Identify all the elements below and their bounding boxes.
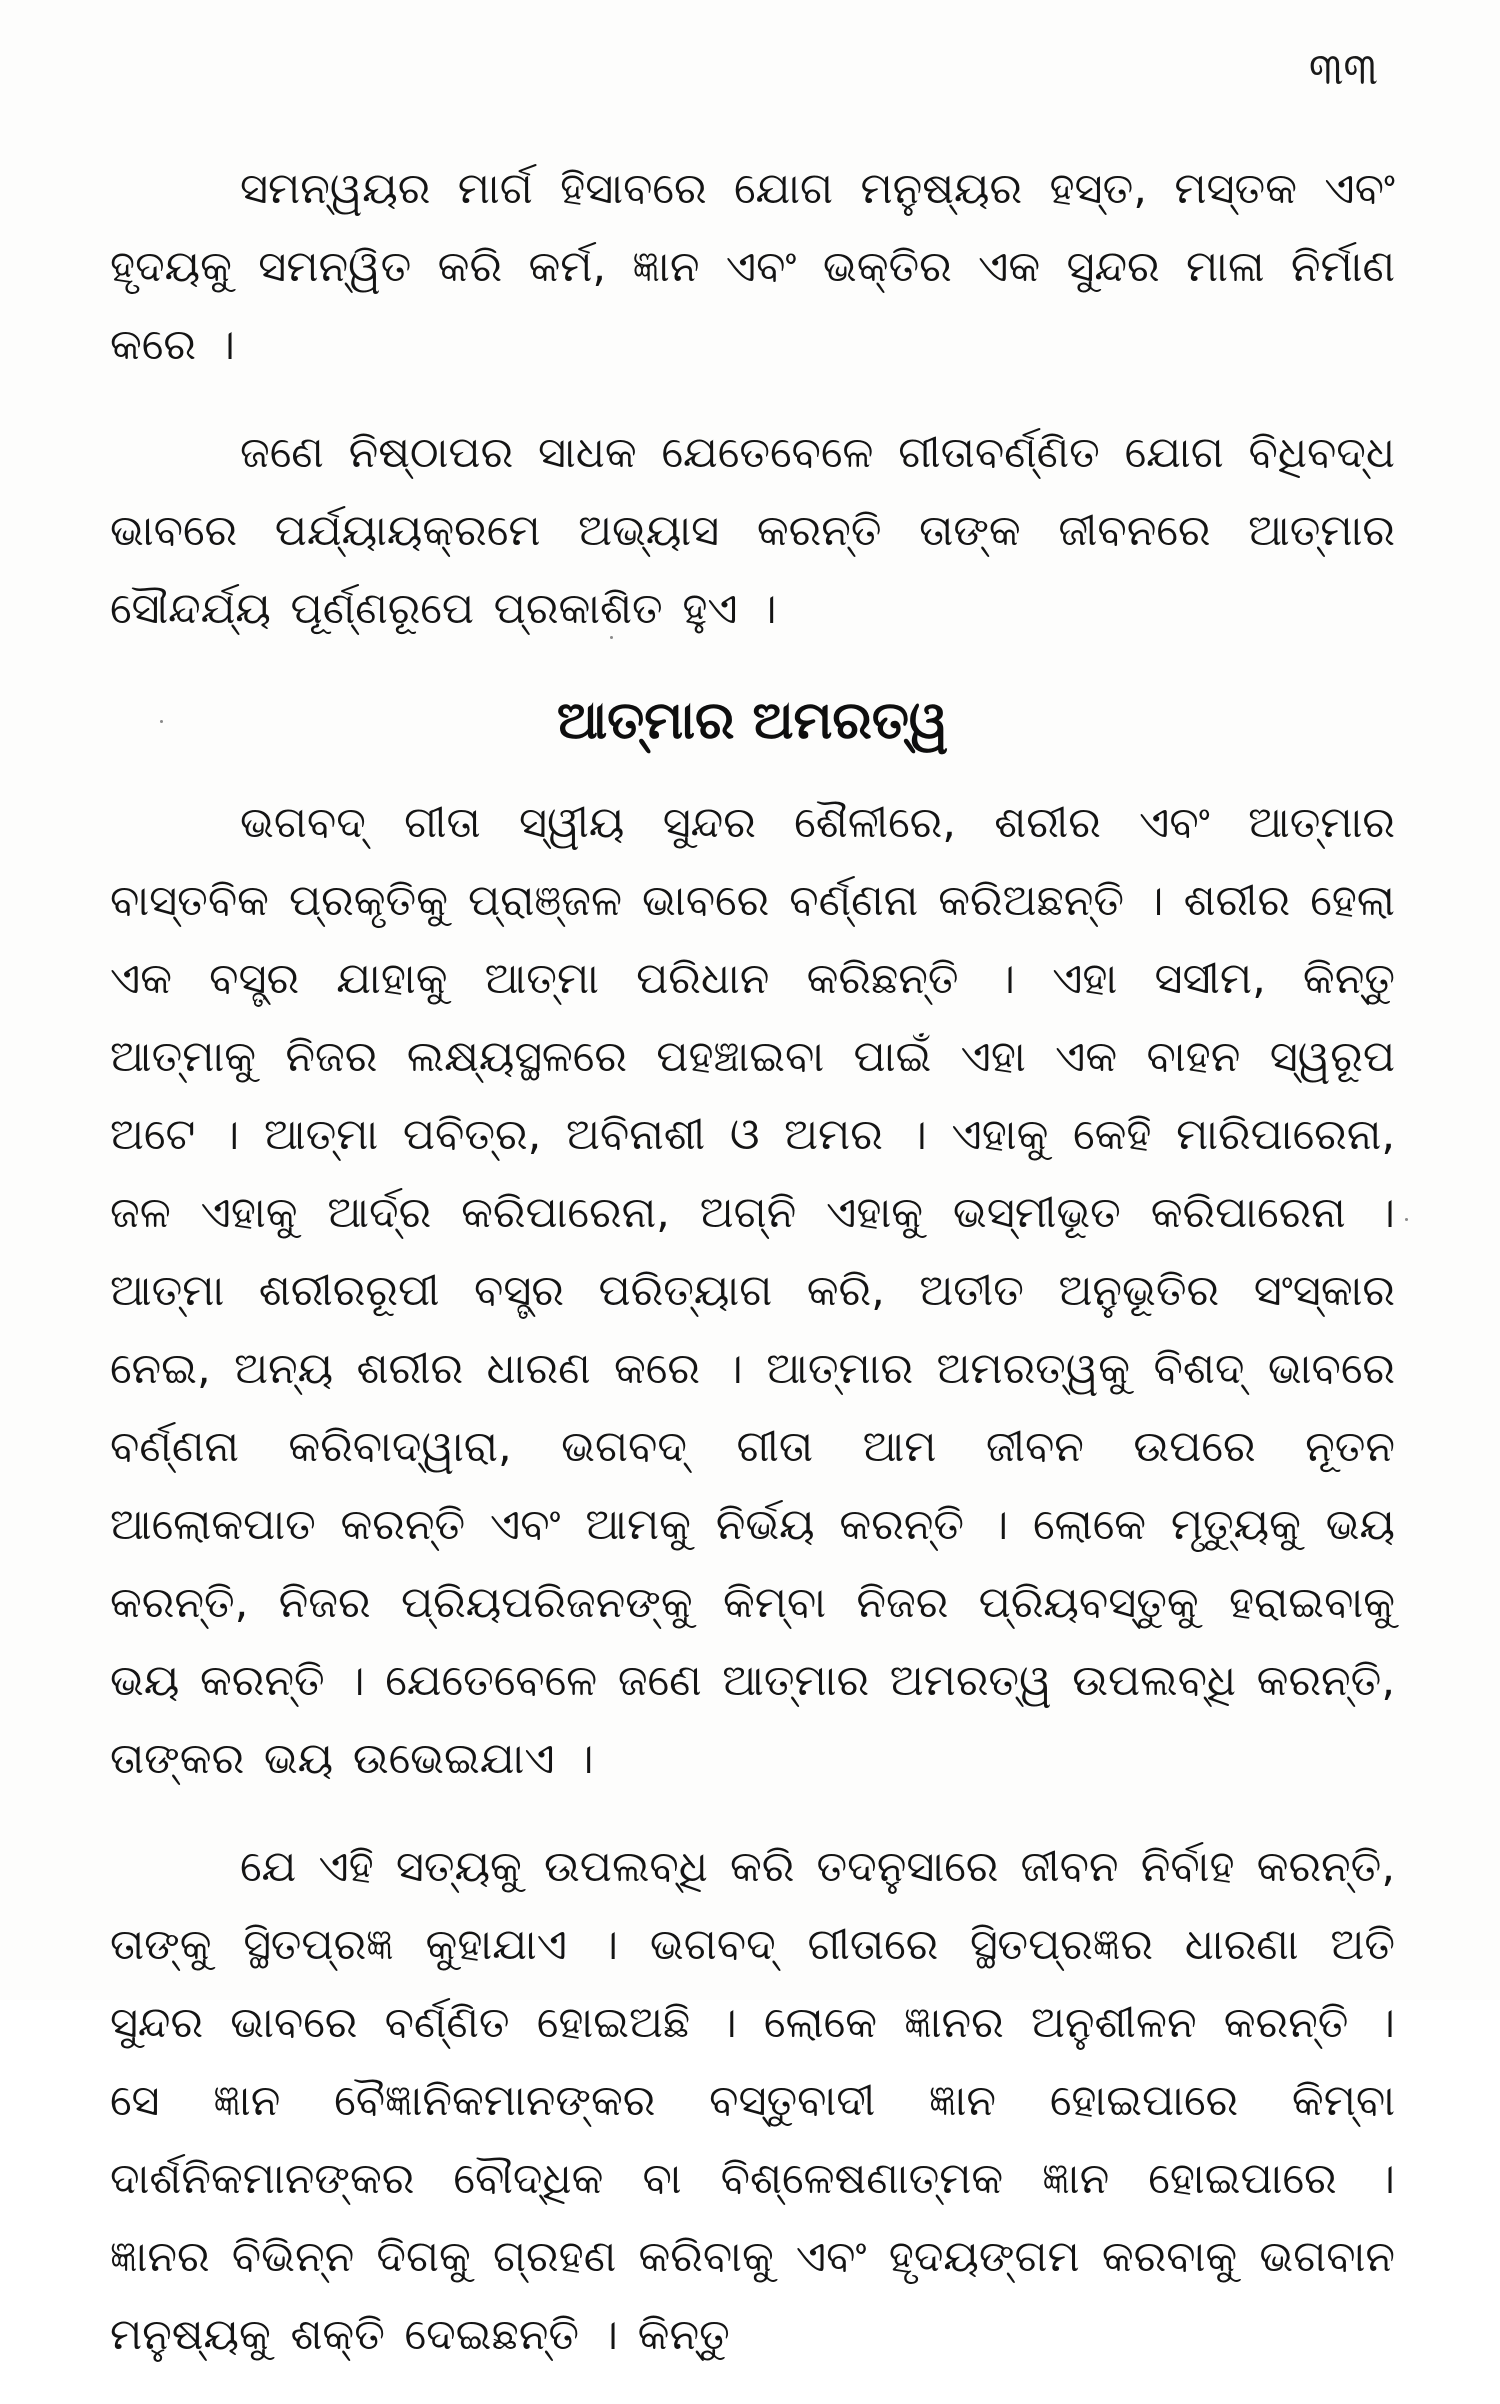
page-body [110,150,1395,2404]
page-number: ୩୩ [1308,44,1378,95]
paragraph: ଜଣେ ନିଷ୍ଠାପର ସାଧକ ଯେତେବେଳେ ଗୀତାବର୍ଣ୍ଣିତ ଯୋଗ ବିଧିବଦ୍ଧ ଭାବରେ ପର୍ଯ୍ୟାୟକ୍ରମେ ଅଭ୍ୟାସ କରନ୍ତି ତାଙ୍କ ଜୀବନରେ ଆତ୍ମାର ସୌନ୍ଦର୍ଯ୍ୟ ପୂର୍ଣ୍ଣରୂପେ ପ୍ରକାଶିତ ହୁଏ । [110,428,1395,634]
scan-speck [160,720,163,723]
paragraph: ଯେ ଏହି ସତ୍ୟକୁ ଉପଲବ୍ଧି କରି ତଦନୁସାରେ ଜୀବନ ନିର୍ବାହ କରନ୍ତି, ତାଙ୍କୁ ସ୍ଥିତପ୍ରଜ୍ଞ କୁହାଯାଏ । ଭଗବଦ୍ ଗୀତାରେ ସ୍ଥିତପ୍ରଜ୍ଞର ଧାରଣା ଅତି ସୁନ୍ଦର ଭାବରେ ବର୍ଣ୍ଣିତ ହୋଇଅଛି । ଲୋକେ ଜ୍ଞାନର ଅନୁଶୀଳନ କରନ୍ତି । ସେ ଜ୍ଞାନ ବୈଜ୍ଞାନିକମାନଙ୍କର ବସ୍ତୁବାଦୀ ଜ୍ଞାନ ହୋଇପାରେ କିମ୍ବା ଦାର୍ଶନିକମାନଙ୍କର ବୌଦ୍ଧିକ ବା ବିଶ୍ଳେଷଣାତ୍ମକ ଜ୍ଞାନ ହୋଇପାରେ । ଜ୍ଞାନର ବିଭିନ୍ନ ଦିଗକୁ ଗ୍ରହଣ କରିବାକୁ ଏବଂ ହୃଦୟଙ୍ଗମ କରବାକୁ ଭଗବାନ ମନୁଷ୍ୟକୁ ଶକ୍ତି ଦେଇଛନ୍ତି । କିନ୍ତୁ [110,1842,1395,2360]
section-heading: ଆତ୍ମାର ଅମରତ୍ୱ [556,691,949,751]
scan-speck [610,636,613,639]
paragraph: ସମନ୍ୱୟର ମାର୍ଗ ହିସାବରେ ଯୋଗ ମନୁଷ୍ୟର ହସ୍ତ, ମସ୍ତକ ଏବଂ ହୃଦୟକୁ ସମନ୍ୱିତ କରି କର୍ମ, ଜ୍ଞାନ ଏବଂ ଭକ୍ତିର ଏକ ସୁନ୍ଦର ମାଳା ନିର୍ମାଣ କରେ । [110,164,1395,370]
paragraph: ଭଗବଦ୍ ଗୀତା ସ୍ୱୀୟ ସୁନ୍ଦର ଶୈଳୀରେ, ଶରୀର ଏବଂ ଆତ୍ମାର ବାସ୍ତବିକ ପ୍ରକୃତିକୁ ପ୍ରାଞ୍ଜଳ ଭାବରେ ବର୍ଣ୍ଣନା କରିଅଛନ୍ତି । ଶରୀର ହେଲା ଏକ ବସ୍ତ୍ର ଯାହାକୁ ଆତ୍ମା ପରିଧାନ କରିଛନ୍ତି । ଏହା ସସୀମ, କିନ୍ତୁ ଆତ୍ମାକୁ ନିଜର ଲକ୍ଷ୍ୟସ୍ଥଳରେ ପହଞ୍ଚାଇବା ପାଇଁ ଏହା ଏକ ବାହନ ସ୍ୱରୂପ ଅଟେ । ଆତ୍ମା ପବିତ୍ର, ଅବିନାଶୀ ଓ ଅମର । ଏହାକୁ କେହି ମାରିପାରେନା, ଜଳ ଏହାକୁ ଆର୍ଦ୍ର କରିପାରେନା, ଅଗ୍ନି ଏହାକୁ ଭସ୍ମୀଭୂତ କରିପାରେନା । ଆତ୍ମା ଶରୀରରୂପୀ ବସ୍ତ୍ର ପରିତ୍ୟାଗ କରି, ଅତୀତ ଅନୁଭୂତିର ସଂସ୍କାର ନେଇ, ଅନ୍ୟ ଶରୀର ଧାରଣ କରେ । ଆତ୍ମାର ଅମରତ୍ୱକୁ ବିଶଦ୍ ଭାବରେ ବର୍ଣ୍ଣନା କରିବାଦ୍ୱାରା, ଭଗବଦ୍ ଗୀତା ଆମ ଜୀବନ ଉପରେ ନୂତନ ଆଲୋକପାତ କରନ୍ତି ଏବଂ ଆମକୁ ନିର୍ଭୟ କରନ୍ତି । ଲୋକେ ମୃତ୍ୟୁକୁ ଭୟ କରନ୍ତି, ନିଜର ପ୍ରିୟପରିଜନଙ୍କୁ କିମ୍ବା ନିଜର ପ୍ରିୟବସ୍ତୁକୁ ହରାଇବାକୁ ଭୟ କରନ୍ତି । ଯେତେବେଳେ ଜଣେ ଆତ୍ମାର ଅମରତ୍ୱ ଉପଲବ୍ଧି କରନ୍ତି, ତାଙ୍କର ଭୟ ଉଭେଇଯାଏ । [110,798,1395,1784]
scan-speck [1405,1218,1408,1221]
